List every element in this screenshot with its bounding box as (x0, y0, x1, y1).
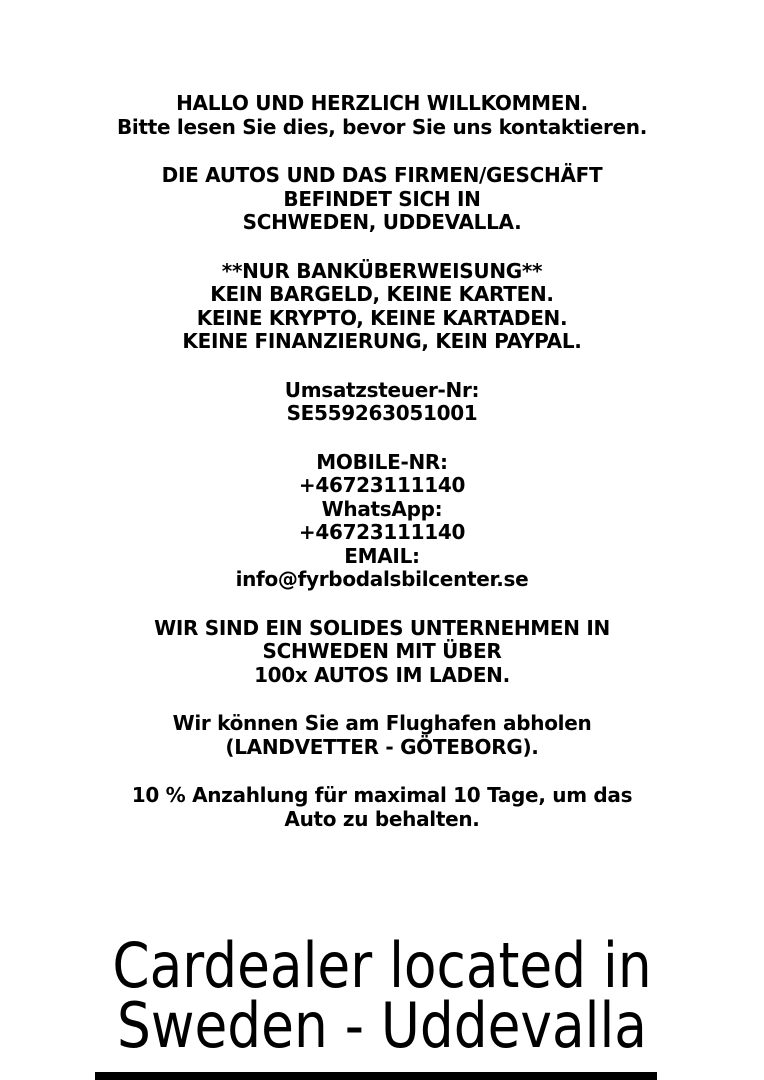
text-line: KEINE KRYPTO, KEINE KARTADEN. (196, 305, 568, 330)
paragraph-company (0, 617, 764, 688)
paragraph-location (0, 164, 764, 235)
text-line: SCHWEDEN MIT ÜBER (262, 639, 502, 663)
headline (53, 929, 710, 1062)
text-line: **NUR BANKÜBERWEISUNG** (221, 258, 543, 283)
text-line: HALLO UND HERZLICH WILLKOMMEN. (176, 91, 588, 115)
email-label: EMAIL: (344, 543, 420, 568)
text-line: 10 % Anzahlung für maximal 10 Tage, um das (131, 783, 633, 807)
mobile-number: +46723111140 (298, 473, 466, 497)
text-line: KEIN BARGELD, KEINE KARTEN. (210, 282, 554, 306)
whatsapp-number: +46723111140 (298, 520, 466, 544)
paragraph-vat-number (0, 379, 764, 426)
text-line: DIE AUTOS UND DAS FIRMEN/GESCHÄFT (161, 163, 603, 187)
paragraph-contact (0, 451, 764, 592)
text-line: Bitte lesen Sie dies, bevor Sie uns kontaktieren. (116, 114, 648, 139)
paragraph-deposit (0, 784, 764, 831)
paragraph-airport-pickup (0, 712, 764, 759)
vat-label: Umsatzsteuer-Nr: (284, 377, 480, 402)
vat-number: SE559263051001 (286, 401, 478, 425)
text-line: KEINE FINANZIERUNG, KEIN PAYPAL. (182, 329, 582, 353)
whatsapp-label: WhatsApp: (321, 496, 443, 521)
text-line: 100x AUTOS IM LADEN. (254, 662, 510, 687)
text-line: SCHWEDEN, UDDEVALLA. (242, 210, 522, 234)
headline-line-1: Cardealer located in (112, 929, 652, 1002)
text-line: (LANDVETTER - GÖTEBORG). (225, 734, 539, 759)
text-line: BEFINDET SICH IN (283, 186, 481, 211)
notice-text (0, 92, 764, 831)
mobile-label: MOBILE-NR: (316, 449, 448, 474)
paragraph-welcome (0, 92, 764, 139)
text-line: Auto zu behalten. (284, 806, 480, 831)
paragraph-payment (0, 260, 764, 354)
cutoff-text-bar (95, 1072, 657, 1080)
headline-line-2: Sweden - Uddevalla (117, 989, 647, 1062)
text-line: WIR SIND EIN SOLIDES UNTERNEHMEN IN (154, 615, 610, 640)
text-line: Wir können Sie am Flughafen abholen (172, 711, 592, 735)
email-address: info@fyrbodalsbilcenter.se (235, 567, 529, 591)
